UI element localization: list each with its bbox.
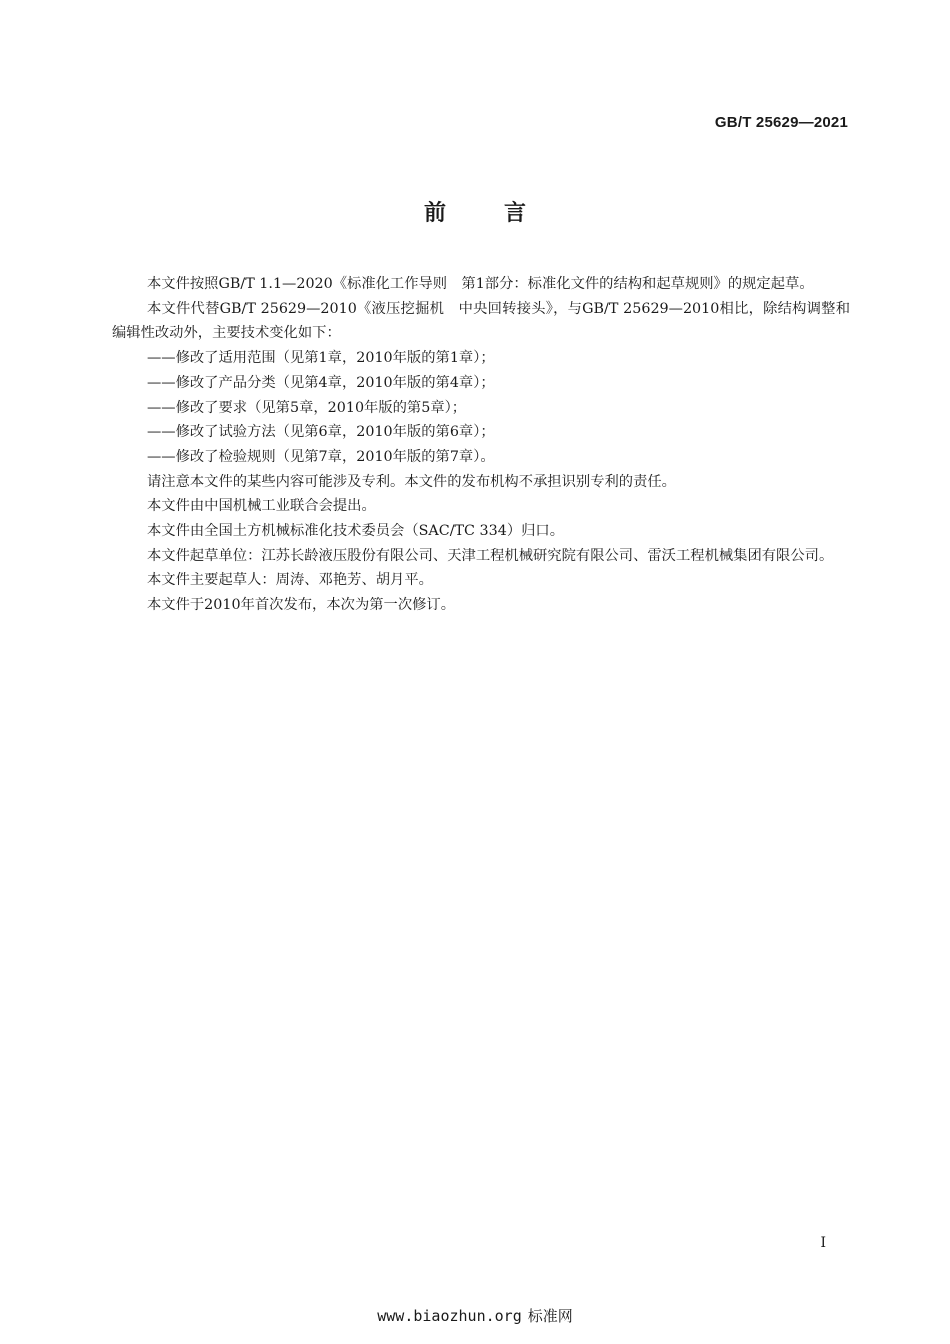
change-item: ——修改了适用范围（见第1章，2010年版的第1章）； <box>147 350 495 367</box>
standard-code: GB/T 25629—2021 <box>714 114 848 131</box>
paragraph: 本文件起草单位：江苏长龄液压股份有限公司、天津工程机械研究院有限公司、雷沃工程机械集团有限公司。 <box>147 547 834 564</box>
change-item: ——修改了检验规则（见第7章，2010年版的第7章）。 <box>147 448 495 465</box>
foreword-body <box>112 272 850 618</box>
paragraph: 请注意本文件的某些内容可能涉及专利。本文件的发布机构不承担识别专利的责任。 <box>147 473 676 490</box>
page-number: I <box>820 1235 826 1251</box>
change-item: ——修改了试验方法（见第6章，2010年版的第6章）； <box>147 424 495 441</box>
paragraph: 本文件代替GB/T 25629—2010《液压挖掘机 中央回转接头》，与GB/T 25629—2010相比，除结构调整和编辑性改动外，主要技术变化如下： <box>112 300 850 342</box>
footer <box>0 1305 950 1326</box>
paragraph: 本文件于2010年首次发布，本次为第一次修订。 <box>147 597 456 614</box>
paragraph: 本文件主要起草人：周涛、邓艳芳、胡月平。 <box>147 572 433 589</box>
change-item: ——修改了要求（见第5章，2010年版的第5章）； <box>147 399 467 416</box>
paragraph: 本文件由全国土方机械标准化技术委员会（SAC/TC 334）归口。 <box>147 523 565 540</box>
paragraph: 本文件由中国机械工业联合会提出。 <box>147 498 376 515</box>
paragraph: 本文件按照GB/T 1.1—2020《标准化工作导则 第1部分：标准化文件的结构和起草规则》的规定起草。 <box>147 276 814 292</box>
change-item: ——修改了产品分类（见第4章，2010年版的第4章）； <box>147 374 495 391</box>
page-title: 前言 <box>423 201 584 226</box>
footer-url-link[interactable]: www.biaozhun.org <box>377 1307 522 1325</box>
footer-site-name: 标准网 <box>527 1307 573 1325</box>
